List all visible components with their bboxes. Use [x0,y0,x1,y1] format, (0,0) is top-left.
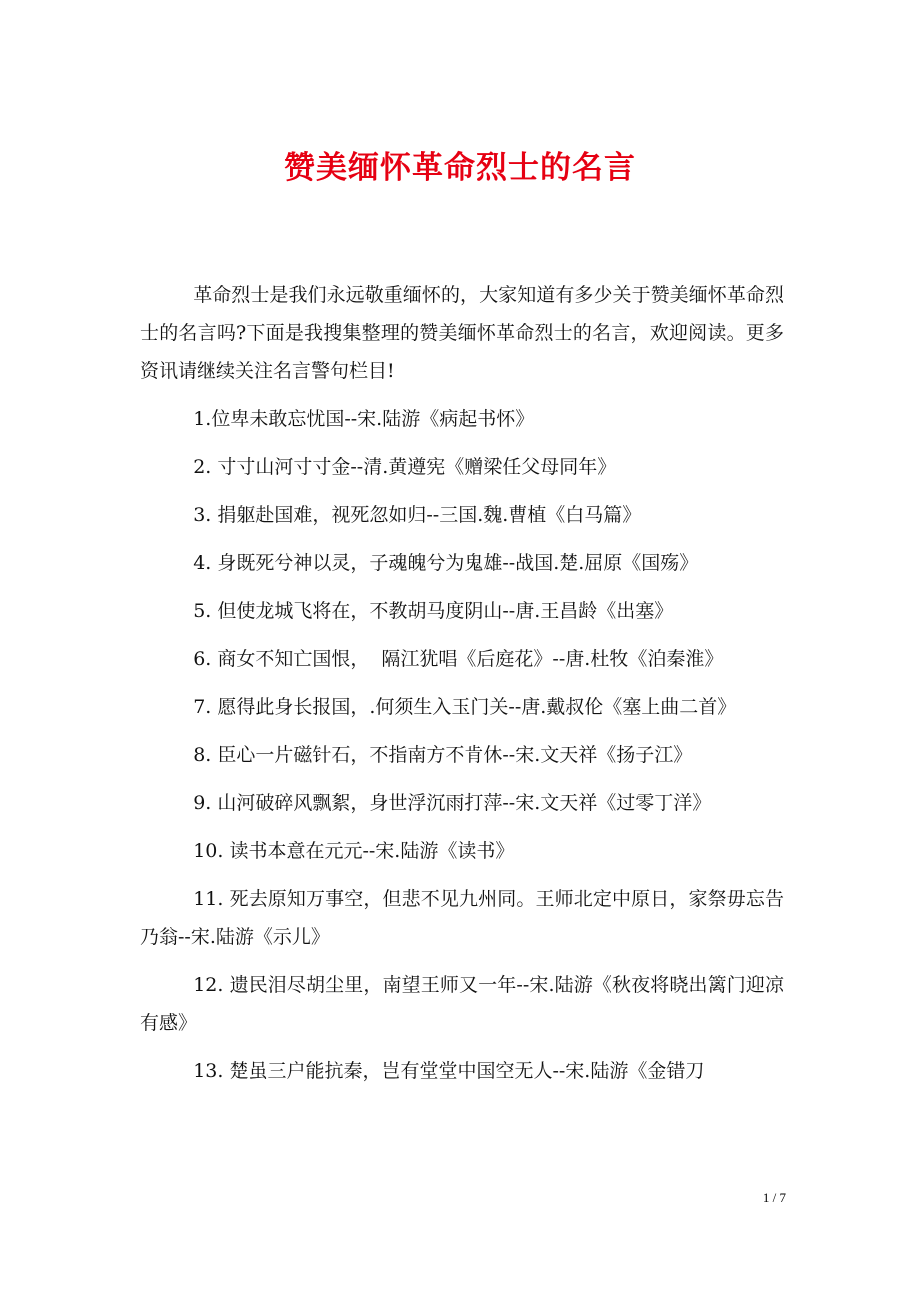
quote-item: 6. 商女不知亡国恨， 隔江犹唱《后庭花》--唐.杜牧《泊秦淮》 [193,648,724,670]
page-number: 1 / 7 [762,1190,786,1205]
quote-item: 1.位卑未敢忘忧国--宋.陆游《病起书怀》 [193,408,535,430]
quote-item: 4. 身既死兮神以灵，子魂魄兮为鬼雄--战国.楚.屈原《国殇》 [193,552,699,574]
document-body [140,276,784,1100]
quote-item: 5. 但使龙城飞将在，不教胡马度阴山--唐.王昌龄《出塞》 [193,600,674,622]
quote-item: 3. 捐躯赴国难，视死忽如归--三国.魏.曹植《白马篇》 [193,504,642,526]
quote-item: 12. 遗民泪尽胡尘里，南望王师又一年--宋.陆游《秋夜将晓出篱门迎凉有感》 [140,974,784,1034]
quote-item: 2. 寸寸山河寸寸金--清.黄遵宪《赠梁任父母同年》 [193,456,617,478]
quote-item: 11. 死去原知万事空，但悲不见九州同。王师北定中原日，家祭毋忘告乃翁--宋.陆游《示儿》 [140,888,784,948]
quote-item: 8. 臣心一片磁针石，不指南方不肯休--宋.文天祥《扬子江》 [193,744,693,766]
document-title: 赞美缅怀革命烈士的名言 [284,150,636,186]
quote-item: 7. 愿得此身长报国，.何须生入玉门关--唐.戴叔伦《塞上曲二首》 [193,696,737,718]
intro-paragraph: 革命烈士是我们永远敬重缅怀的，大家知道有多少关于赞美缅怀革命烈士的名言吗?下面是我搜集整理的赞美缅怀革命烈士的名言，欢迎阅读。更多资讯请继续关注名言警句栏目! [140,284,784,382]
quote-item: 13. 楚虽三户能抗秦，岂有堂堂中国空无人--宋.陆游《金错刀 [193,1060,705,1082]
quote-item: 9. 山河破碎风飘絮，身世浮沉雨打萍--宋.文天祥《过零丁洋》 [193,792,712,814]
quote-item: 10. 读书本意在元元--宋.陆游《读书》 [193,840,515,862]
